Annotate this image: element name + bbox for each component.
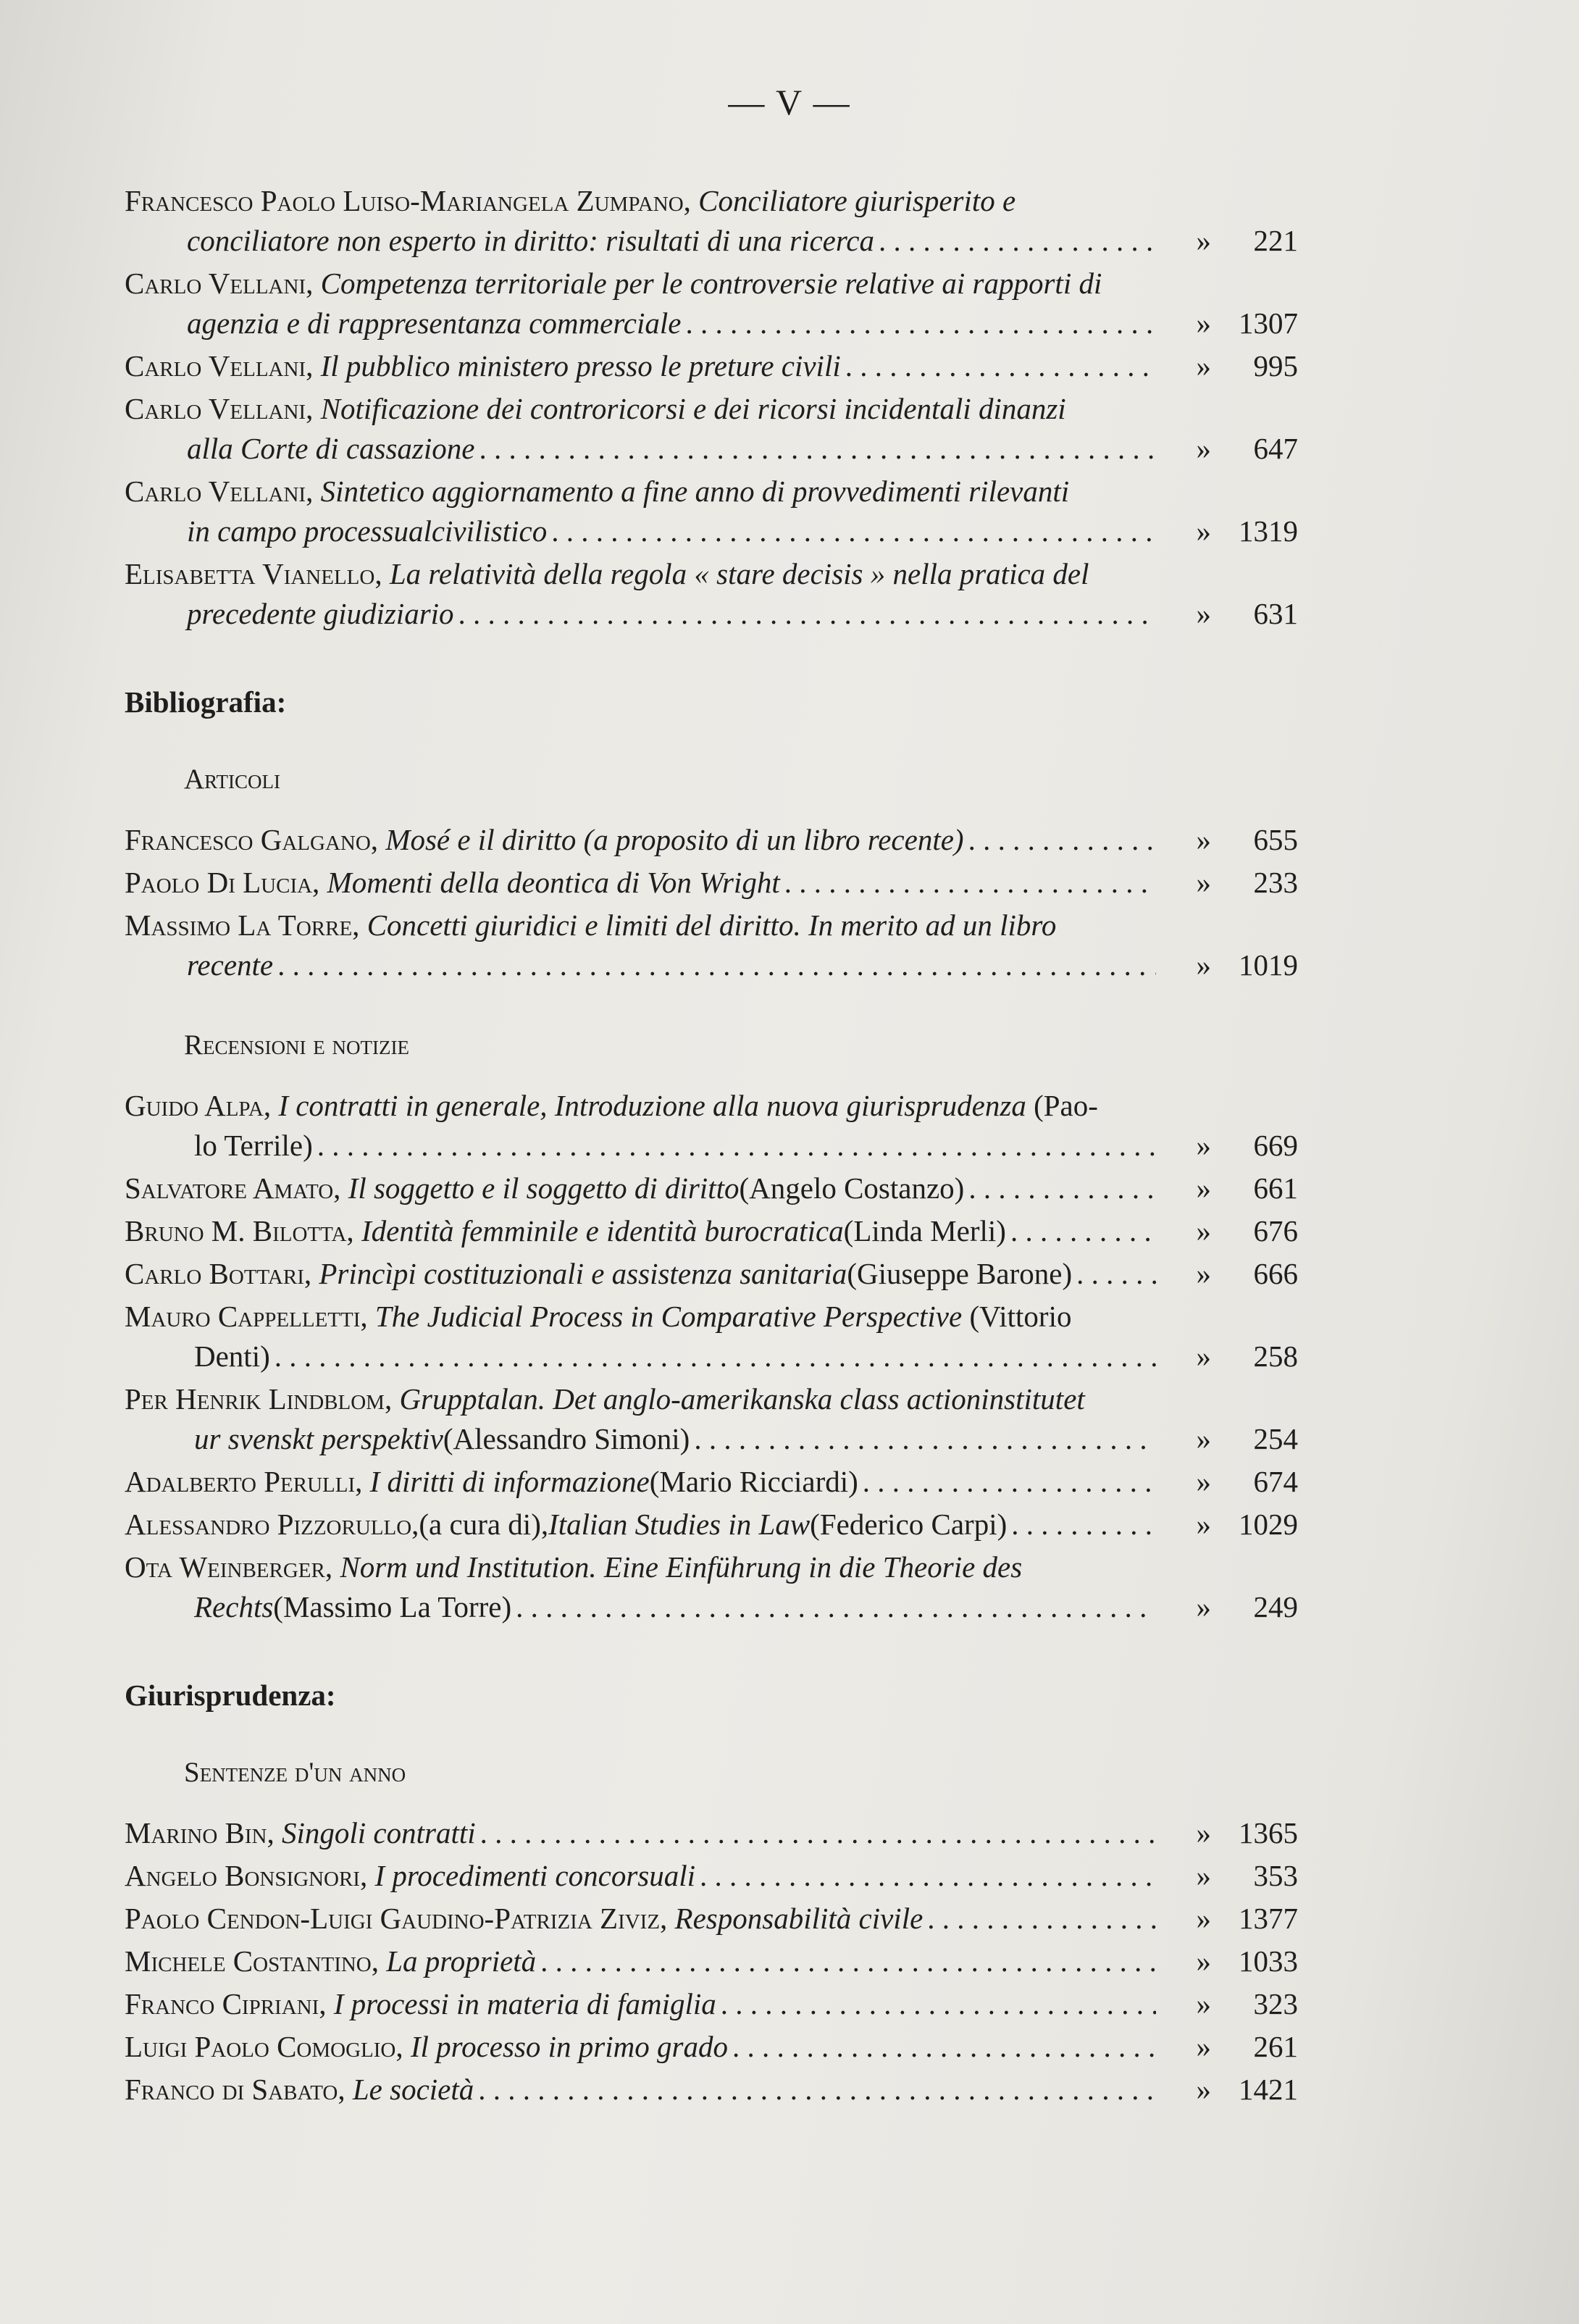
- section-heading-giurisprudenza: Giurisprudenza:: [125, 1679, 336, 1712]
- entry-author: Adalberto Perulli,: [125, 1465, 363, 1498]
- list-item: [125, 820, 1298, 860]
- entry-page: 655: [1253, 823, 1298, 856]
- entry-title: La proprietà: [386, 1944, 537, 1978]
- guillemet: »: [1196, 1129, 1211, 1162]
- guillemet: »: [1196, 1859, 1211, 1892]
- entry-page: 1019: [1239, 948, 1298, 982]
- entry-page: 261: [1253, 2030, 1298, 2063]
- entry-reviewer: (Pao-: [1026, 1089, 1098, 1122]
- entry-author: Paolo Di Lucia,: [125, 866, 320, 899]
- guillemet: »: [1196, 1422, 1211, 1455]
- entry-page: 353: [1253, 1859, 1298, 1892]
- entry-page: 1307: [1239, 306, 1298, 340]
- list-item: [125, 1984, 1298, 2024]
- guillemet: »: [1196, 514, 1211, 548]
- entry-author: Michele Costantino,: [125, 1944, 379, 1978]
- guillemet: »: [1196, 2073, 1211, 2106]
- list-item: [125, 554, 1298, 634]
- entry-title-cont: recente: [187, 948, 274, 982]
- entry-page: 323: [1253, 1987, 1298, 2020]
- guillemet: »: [1196, 1944, 1211, 1978]
- entry-title: Il processo in primo grado: [410, 2030, 728, 2063]
- entry-title: Singoli contratti: [281, 1816, 476, 1849]
- subsection-heading-articoli: Articoli: [184, 764, 281, 795]
- guillemet: »: [1196, 306, 1211, 340]
- entry-author: Francesco Galgano,: [125, 823, 379, 856]
- entry-author: Ota Weinberger,: [125, 1550, 333, 1584]
- entry-author: Carlo Vellani,: [125, 475, 314, 508]
- entry-title: Notificazione dei controricorsi e dei ricorsi incidentali dinanzi: [320, 392, 1066, 425]
- entry-title: I procedimenti concorsuali: [374, 1859, 696, 1892]
- entry-title-cont: alla Corte di cassazione: [187, 432, 475, 465]
- entry-reviewer: (Angelo Costanzo): [739, 1171, 965, 1205]
- guillemet: »: [1196, 432, 1211, 465]
- entry-title: The Judicial Process in Comparative Perspective: [374, 1300, 963, 1333]
- entry-reviewer: (Giuseppe Barone): [847, 1257, 1073, 1290]
- entry-title: Princìpi costituzionali e assistenza sanitaria: [319, 1257, 847, 1290]
- entry-title: Il soggetto e il soggetto di diritto: [348, 1171, 740, 1205]
- list-item: [125, 181, 1298, 261]
- list-item: [125, 1169, 1298, 1208]
- entry-title: Concetti giuridici e limiti del diritto. In merito ad un libro: [367, 908, 1057, 942]
- list-item: [125, 1547, 1298, 1627]
- list-item: [125, 1899, 1298, 1939]
- entry-title-cont: ur svenskt perspektiv: [194, 1422, 443, 1455]
- entry-author: Mauro Cappelletti,: [125, 1300, 368, 1333]
- entry-page: 661: [1253, 1171, 1298, 1205]
- guillemet: »: [1196, 1590, 1211, 1623]
- guillemet: »: [1196, 823, 1211, 856]
- guillemet: »: [1196, 224, 1211, 257]
- entry-author: Salvatore Amato,: [125, 1171, 341, 1205]
- entry-author: Bruno M. Bilotta,: [125, 1214, 354, 1247]
- list-item: [125, 906, 1298, 985]
- table-of-contents: [125, 181, 1298, 2112]
- entry-page: 1319: [1239, 514, 1298, 548]
- entry-title: Norm und Institution. Eine Einführung in die Theorie des: [340, 1550, 1023, 1584]
- entry-page: 1365: [1239, 1816, 1298, 1849]
- entry-page: 1029: [1239, 1508, 1298, 1541]
- entry-title-cont: in campo processualcivilistico: [187, 514, 548, 548]
- entry-title: Il pubblico ministero presso le preture civili: [320, 349, 841, 383]
- list-item: [125, 2027, 1298, 2067]
- entry-page: 674: [1253, 1465, 1298, 1498]
- entry-page: 995: [1253, 349, 1298, 383]
- guillemet: »: [1196, 1339, 1211, 1373]
- guillemet: »: [1196, 1508, 1211, 1541]
- entry-reviewer-cont: lo Terrile): [194, 1129, 313, 1162]
- guillemet: »: [1196, 349, 1211, 383]
- subsection-heading-sentenze: Sentenze d'un anno: [184, 1757, 406, 1788]
- entry-author: Carlo Bottari,: [125, 1257, 312, 1290]
- list-item: [125, 1856, 1298, 1896]
- entry-page: 666: [1253, 1257, 1298, 1290]
- entry-title: I processi in materia di famiglia: [333, 1987, 716, 2020]
- entry-title: Identità femminile e identità burocratica: [361, 1214, 844, 1247]
- entry-author: Massimo La Torre,: [125, 908, 360, 942]
- entry-reviewer: (Mario Ricciardi): [649, 1465, 858, 1498]
- list-item: [125, 1941, 1298, 1981]
- entry-title-cont: Rechts: [194, 1590, 274, 1623]
- section-heading-bibliografia: Bibliografia:: [125, 685, 287, 719]
- entry-reviewer: (Linda Merli): [843, 1214, 1006, 1247]
- list-item: [125, 346, 1298, 386]
- entry-title: Responsabilità civile: [674, 1902, 923, 1935]
- entry-title: La relatività della regola « stare decisis » nella pratica del: [389, 557, 1089, 590]
- list-item: [125, 264, 1298, 343]
- guillemet: »: [1196, 1214, 1211, 1247]
- entry-page: 676: [1253, 1214, 1298, 1247]
- entry-page: 1377: [1239, 1902, 1298, 1935]
- entry-page: 1421: [1239, 2073, 1298, 2106]
- entry-reviewer: (Vittorio: [962, 1300, 1072, 1333]
- list-item: [125, 863, 1298, 903]
- entry-title: I diritti di informazione: [369, 1465, 650, 1498]
- entry-title: Grupptalan. Det anglo-amerikanska class actioninstitutet: [399, 1382, 1085, 1416]
- entry-author: Alessandro Pizzorullo,: [125, 1508, 419, 1541]
- entry-title: Mosé e il diritto (a proposito di un libro recente): [385, 823, 964, 856]
- list-item: [125, 1211, 1298, 1251]
- entry-page: 1033: [1239, 1944, 1298, 1978]
- entry-title: Italian Studies in Law: [548, 1508, 811, 1541]
- guillemet: »: [1196, 1987, 1211, 2020]
- guillemet: »: [1196, 1171, 1211, 1205]
- guillemet: »: [1196, 1816, 1211, 1849]
- entry-reviewer-cont: Denti): [194, 1339, 270, 1373]
- entry-page: 254: [1253, 1422, 1298, 1455]
- entry-page: 249: [1253, 1590, 1298, 1623]
- entry-author: Francesco Paolo Luiso-Mariangela Zumpano,: [125, 184, 691, 217]
- entry-author: Carlo Vellani,: [125, 349, 314, 383]
- entry-author: Luigi Paolo Comoglio,: [125, 2030, 403, 2063]
- entry-author: Per Henrik Lindblom,: [125, 1382, 393, 1416]
- entry-author: Elisabetta Vianello,: [125, 557, 382, 590]
- list-item: [125, 1505, 1298, 1545]
- list-item: [125, 472, 1298, 551]
- entry-title: Competenza territoriale per le controversie relative ai rapporti di: [320, 267, 1102, 300]
- guillemet: »: [1196, 1465, 1211, 1498]
- entry-reviewer: (Massimo La Torre): [273, 1590, 512, 1623]
- entry-author: Guido Alpa,: [125, 1089, 272, 1122]
- entry-editor-note: (a cura di),: [419, 1508, 549, 1541]
- entry-author: Franco Cipriani,: [125, 1987, 327, 2020]
- subsection-heading-recensioni: Recensioni e notizie: [184, 1029, 409, 1061]
- entry-title: I contratti in generale, Introduzione alla nuova giurisprudenza: [278, 1089, 1026, 1122]
- list-item: [125, 1379, 1298, 1459]
- page-number: — V —: [728, 82, 851, 122]
- entry-author: Paolo Cendon-Luigi Gaudino-Patrizia Ziviz,: [125, 1902, 668, 1935]
- list-item: [125, 1254, 1298, 1294]
- entry-title: Sintetico aggiornamento a fine anno di provvedimenti rilevanti: [320, 475, 1070, 508]
- entry-title-cont: agenzia e di rappresentanza commerciale: [187, 306, 682, 340]
- entry-page: 631: [1253, 597, 1298, 630]
- entry-title: Conciliatore giurisperito e: [698, 184, 1016, 217]
- entry-page: 669: [1253, 1129, 1298, 1162]
- entry-author: Franco di Sabato,: [125, 2073, 345, 2106]
- entry-reviewer: (Federico Carpi): [810, 1508, 1008, 1541]
- guillemet: »: [1196, 866, 1211, 899]
- guillemet: »: [1196, 1257, 1211, 1290]
- guillemet: »: [1196, 597, 1211, 630]
- list-item: [125, 389, 1298, 469]
- guillemet: »: [1196, 1902, 1211, 1935]
- entry-page: 258: [1253, 1339, 1298, 1373]
- entry-title: Momenti della deontica di Von Wright: [327, 866, 780, 899]
- entry-author: Angelo Bonsignori,: [125, 1859, 368, 1892]
- entry-author: Carlo Vellani,: [125, 267, 314, 300]
- guillemet: »: [1196, 948, 1211, 982]
- entry-title-cont: precedente giudiziario: [187, 597, 454, 630]
- entry-author: Marino Bin,: [125, 1816, 275, 1849]
- list-item: [125, 1297, 1298, 1376]
- list-item: [125, 1813, 1298, 1853]
- entry-page: 647: [1253, 432, 1298, 465]
- entry-page: 233: [1253, 866, 1298, 899]
- entry-author: Carlo Vellani,: [125, 392, 314, 425]
- entry-title-cont: conciliatore non esperto in diritto: risultati di una ricerca: [187, 224, 874, 257]
- list-item: [125, 1086, 1298, 1166]
- list-item: [125, 2070, 1298, 2110]
- list-item: [125, 1462, 1298, 1502]
- entry-reviewer: (Alessandro Simoni): [443, 1422, 690, 1455]
- guillemet: »: [1196, 2030, 1211, 2063]
- entry-page: 221: [1253, 224, 1298, 257]
- entry-title: Le società: [352, 2073, 474, 2106]
